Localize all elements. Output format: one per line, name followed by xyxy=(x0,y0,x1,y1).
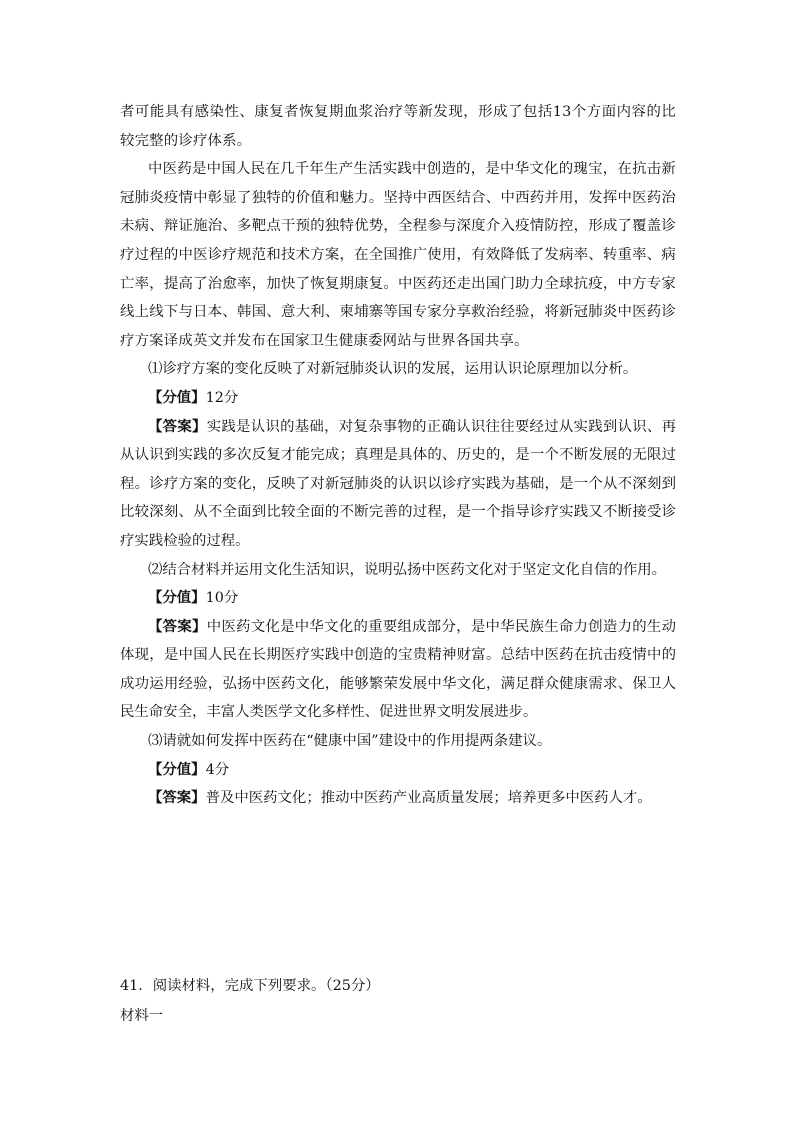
material-one-label: 材料一 xyxy=(120,1008,164,1024)
question-1-prompt: ⑴诊疗方案的变化反映了对新冠肺炎认识的发展，运用认识论原理加以分析。 xyxy=(148,361,638,378)
question-2-answer: 【答案】中医药文化是中华文化的重要组成部分，是中华民族生命力创造力的生动体现，是中国人民在长期医疗实践中创造的宝贵精神财富。总结中医药在抗击疫情中的成功运用经验，弘扬中医药文化，能够繁荣发展中华文化，满足群众健康需求、保卫人民生命安全，丰富人类医学文化多样性、促进世界文明发展进步。 xyxy=(120,617,676,721)
question-2-score: 【分值】10分 xyxy=(148,589,239,607)
question-1-answer: 【答案】实践是认识的基础，对复杂事物的正确认识往往要经过从实践到认识、再从认识到实践的多次反复才能完成；真理是具体的、历史的，是一个不断发展的无限过程。诊疗方案的变化，反映了对新冠肺炎的认识以诊疗实践为基础，是一个从不深刻到比较深刻、从不全面到比较全面的不断完善的过程，是一个指导诊疗实践又不断接受诊疗实践检验的过程。 xyxy=(120,417,676,549)
question-2-prompt: ⑵结合材料并运用文化生活知识，说明弘扬中医药文化对于坚定文化自信的作用。 xyxy=(148,561,667,578)
question-41-heading: 41．阅读材料，完成下列要求。（25分） xyxy=(120,978,380,994)
document-body xyxy=(120,98,676,813)
question-3-score: 【分值】4分 xyxy=(148,760,230,778)
paragraph-continued: 者可能具有感染性、康复者恢复期血浆治疗等新发现，形成了包括13个方面内容的比较完整的诊疗体系。 xyxy=(120,104,676,149)
question-3-prompt: ⑶请就如何发挥中医药在“健康中国”建设中的作用提两条建议。 xyxy=(148,733,552,750)
question-3-answer: 【答案】普及中医药文化；推动中医药产业高质量发展；培养更多中医药人才。 xyxy=(148,789,652,807)
question-1-score: 【分值】12分 xyxy=(148,388,239,406)
paragraph-tcm: 中医药是中国人民在几千年生产生活实践中创造的，是中华文化的瑰宝，在抗击新冠肺炎疫情中彰显了独特的价值和魅力。坚持中西医结合、中西药并用，发挥中医药治未病、辩证施治、多靶点干预的独特优势，全程参与深度介入疫情防控，形成了覆盖诊疗过程的中医诊疗规范和技术方案，在全国推广使用，有效降低了发病率、转重率、病亡率，提高了治愈率，加快了恢复期康复。中医药还走出国门助力全球抗疫，中方专家线上线下与日本、韩国、意大利、柬埔寨等国专家分享救治经验，将新冠肺炎中医药诊疗方案译成英文并发布在国家卫生健康委网站与世界各国共享。 xyxy=(120,161,676,349)
